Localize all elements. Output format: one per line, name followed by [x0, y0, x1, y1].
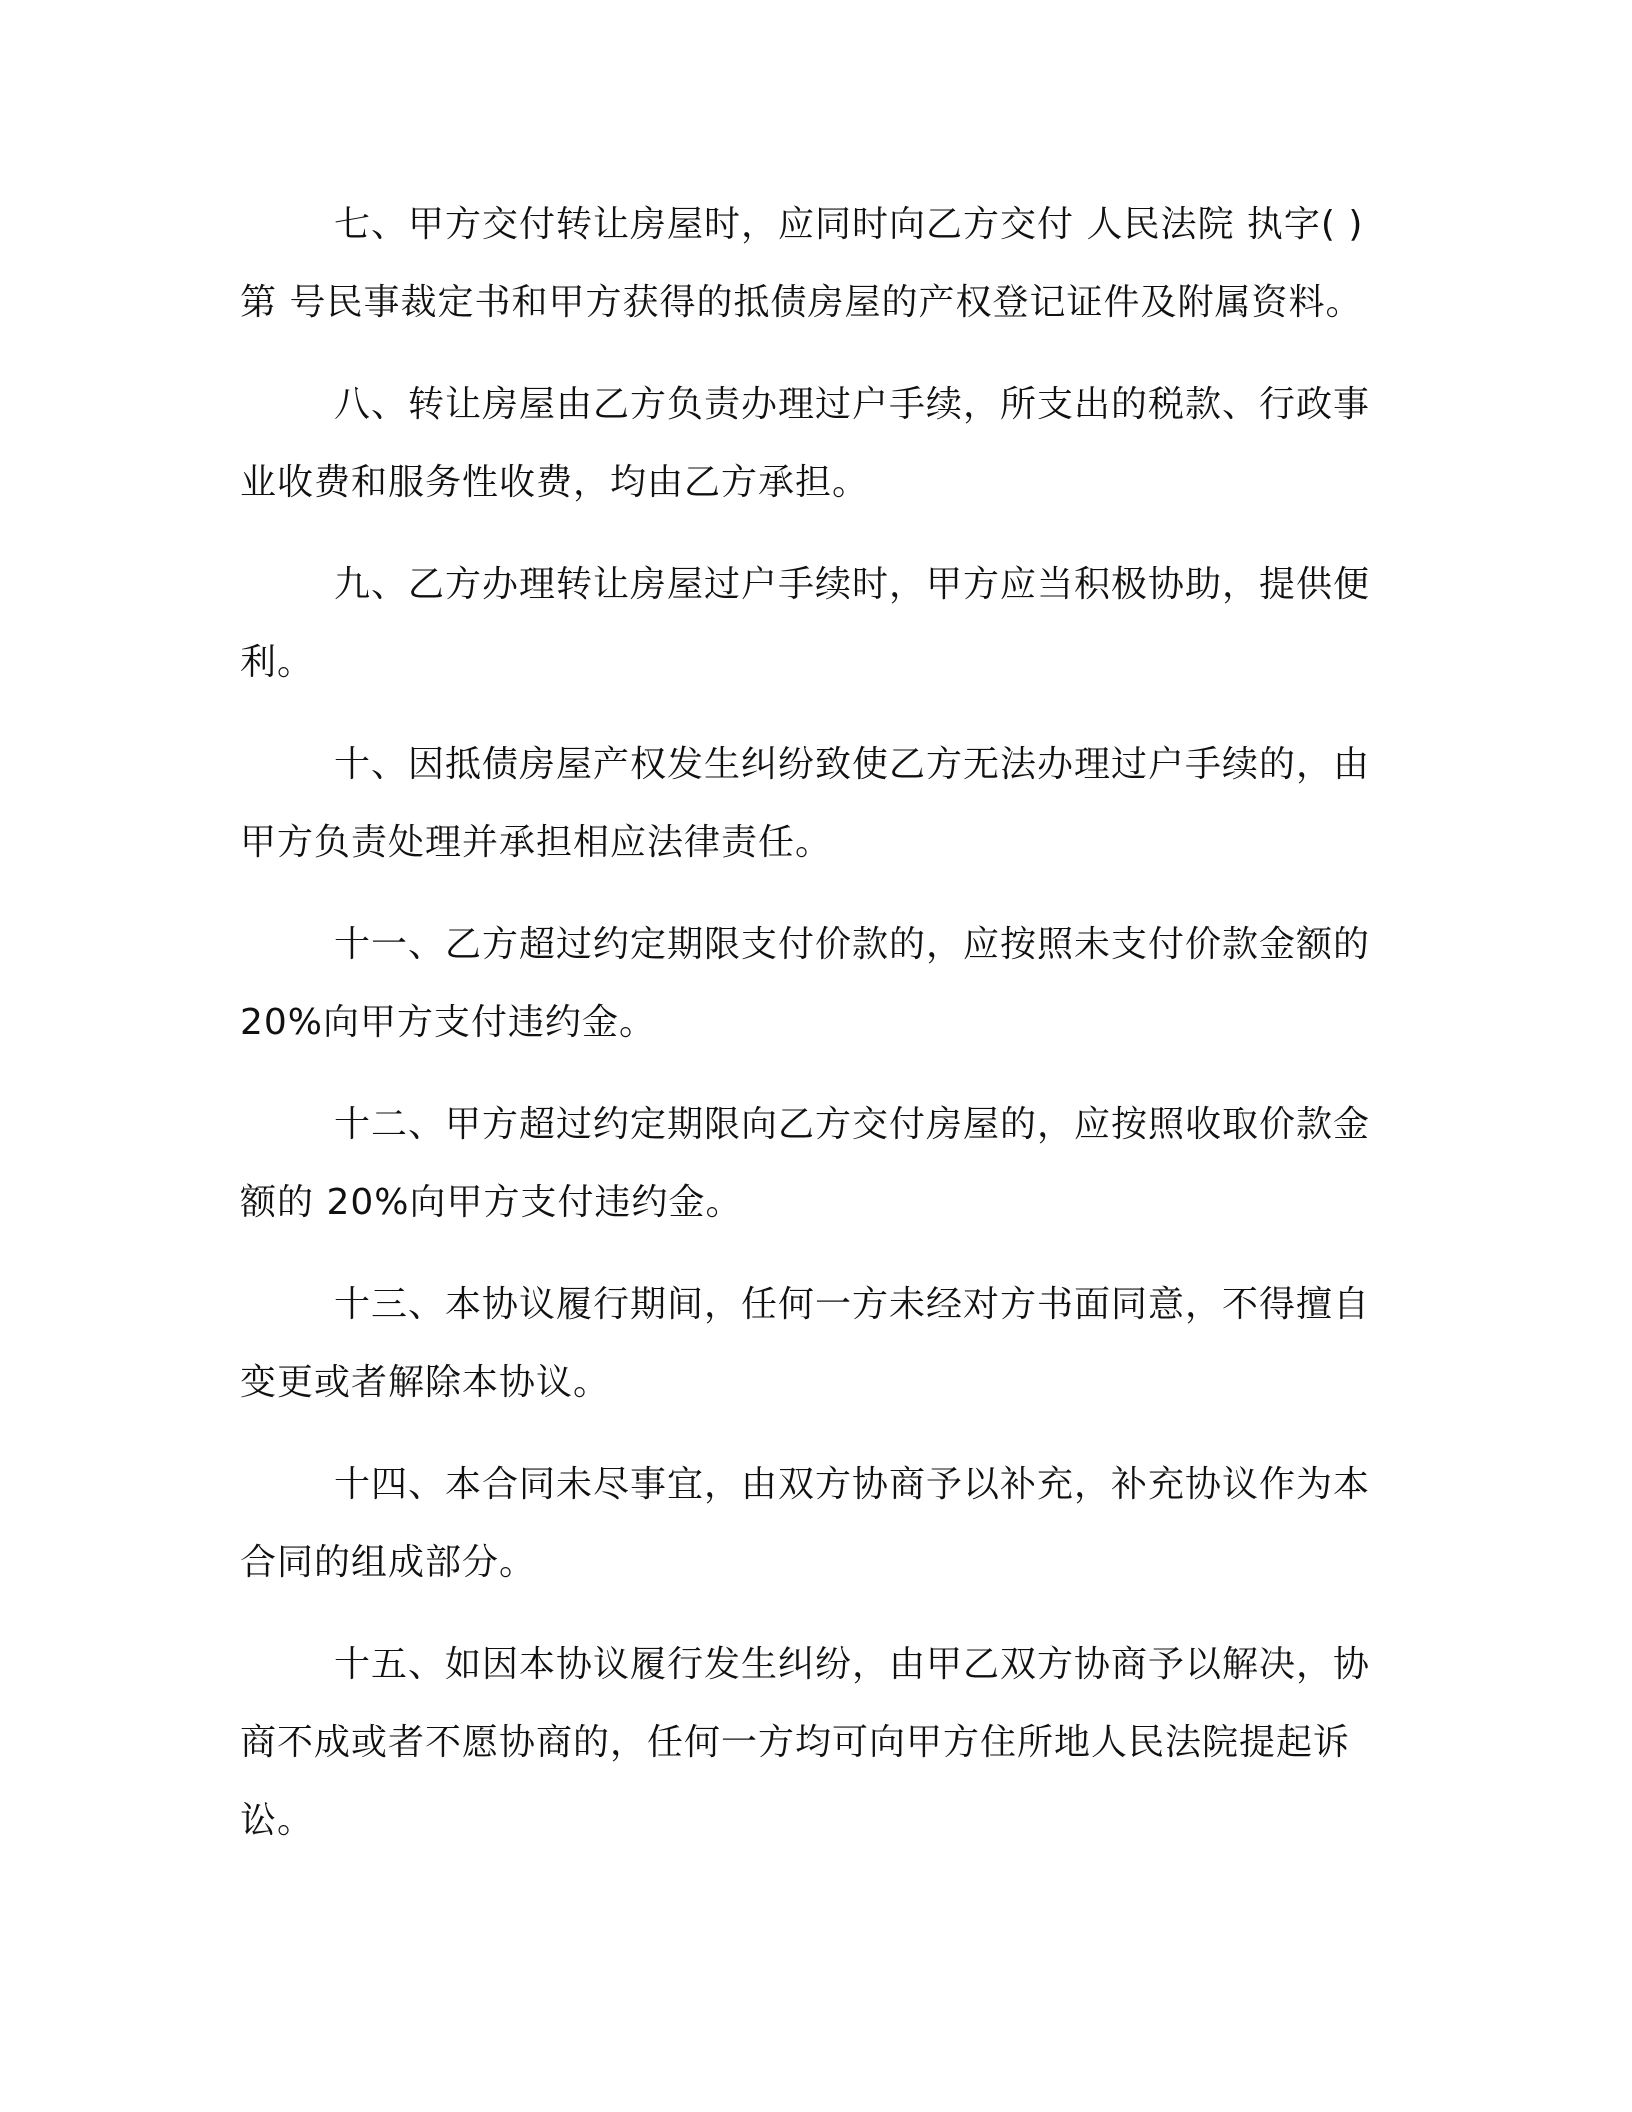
clause-8 [240, 366, 1380, 522]
clause-11 [240, 906, 1380, 1062]
clause-line: 20%向甲方支付违约金。 [240, 1002, 657, 1043]
clause-line: 讼。 [240, 1800, 315, 1841]
clause-line: 第 号民事裁定书和甲方获得的抵债房屋的产权登记证件及附属资料。 [240, 282, 1363, 323]
clause-12 [240, 1086, 1380, 1242]
clause-line: 额的 20%向甲方支付违约金。 [240, 1182, 743, 1223]
clause-9 [240, 546, 1380, 702]
clause-line: 商不成或者不愿协商的，任何一方均可向甲方住所地人民法院提起诉 [240, 1722, 1351, 1763]
clause-line: 利。 [240, 642, 315, 683]
clause-line: 十五、如因本协议履行发生纠纷，由甲乙双方协商予以解决，协 [334, 1644, 1371, 1685]
clause-14 [240, 1446, 1380, 1602]
clause-line: 九、乙方办理转让房屋过户手续时，甲方应当积极协助，提供便 [334, 564, 1371, 605]
clause-7 [240, 186, 1380, 342]
clause-line: 七、甲方交付转让房屋时，应同时向乙方交付 人民法院 执字( ) [334, 204, 1364, 245]
clause-10 [240, 726, 1380, 882]
clause-line: 十、因抵债房屋产权发生纠纷致使乙方无法办理过户手续的，由 [334, 744, 1371, 785]
clause-line: 十二、甲方超过约定期限向乙方交付房屋的，应按照收取价款金 [334, 1104, 1371, 1145]
clause-line: 变更或者解除本协议。 [240, 1362, 611, 1403]
clause-line: 十三、本协议履行期间，任何一方未经对方书面同意，不得擅自 [334, 1284, 1371, 1325]
clause-line: 八、转让房屋由乙方负责办理过户手续，所支出的税款、行政事 [334, 384, 1371, 425]
clause-line: 合同的组成部分。 [240, 1542, 537, 1583]
clause-line: 业收费和服务性收费，均由乙方承担。 [240, 462, 870, 503]
clause-15 [240, 1626, 1380, 1860]
clause-line: 十四、本合同未尽事宜，由双方协商予以补充，补充协议作为本 [334, 1464, 1371, 1505]
clause-13 [240, 1266, 1380, 1422]
clause-line: 甲方负责处理并承担相应法律责任。 [240, 822, 833, 863]
clause-line: 十一、乙方超过约定期限支付价款的，应按照未支付价款金额的 [334, 924, 1371, 965]
